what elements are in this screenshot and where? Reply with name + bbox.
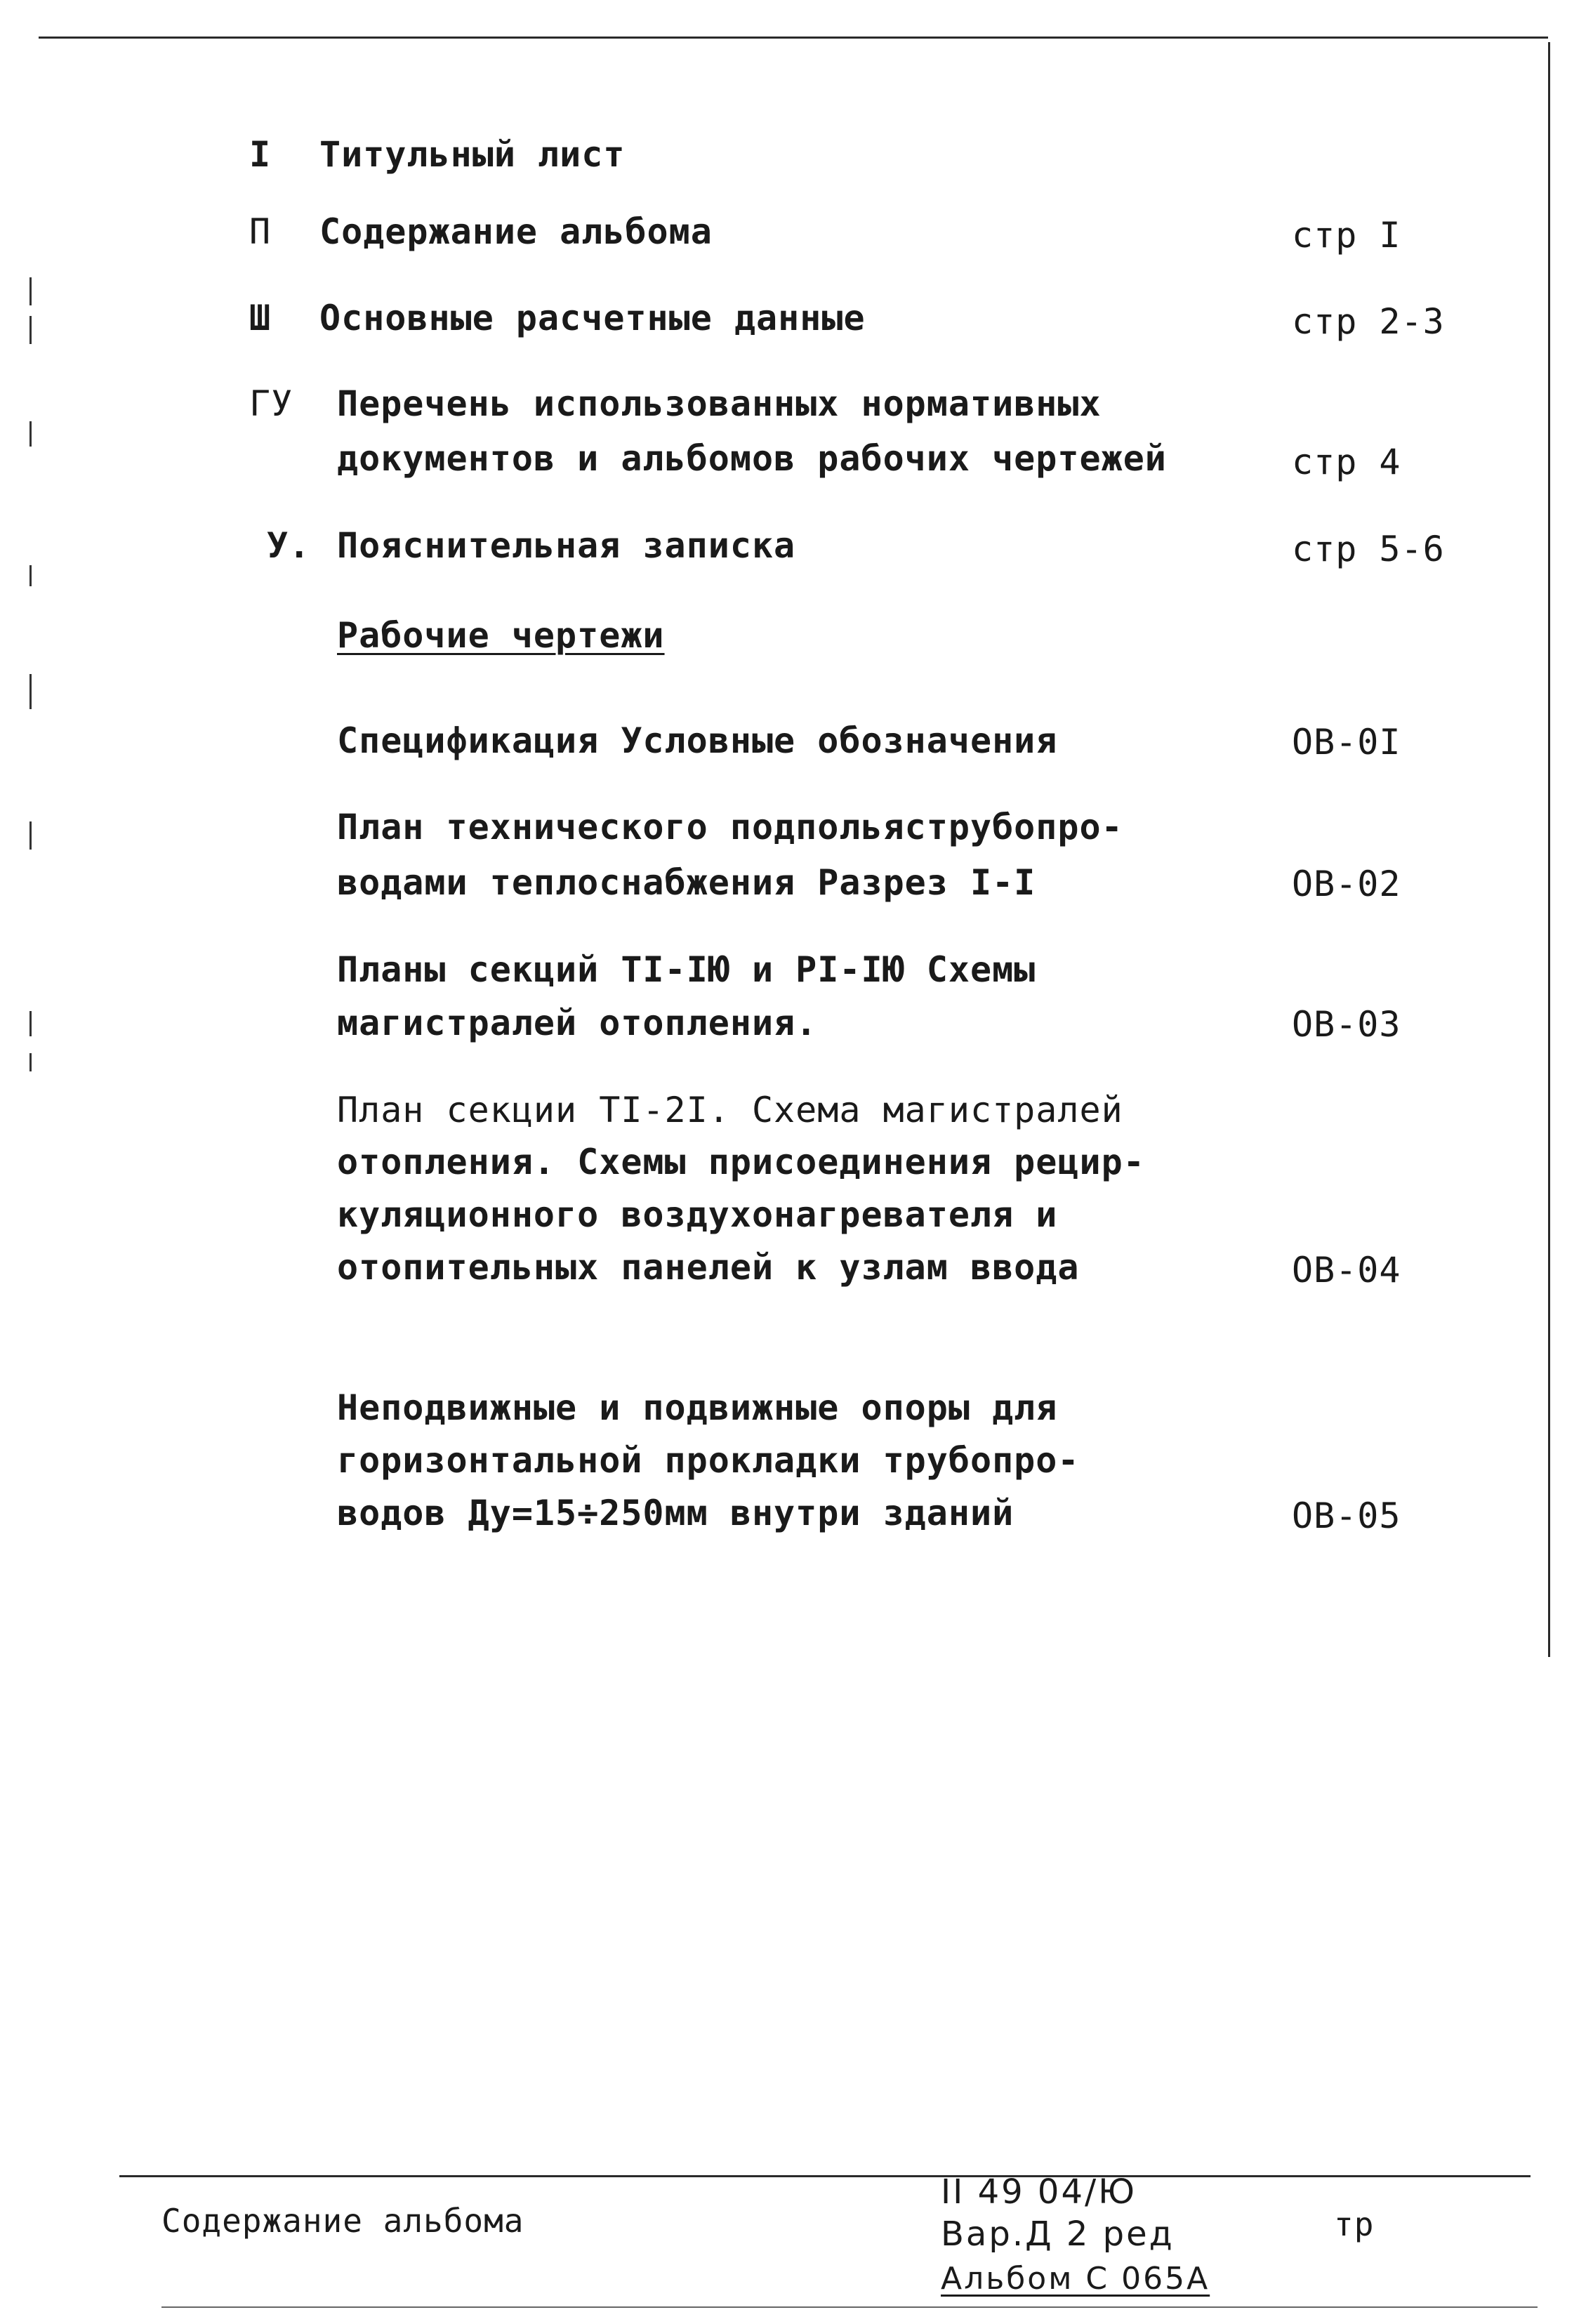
drawing-code: ОВ-0I xyxy=(1292,722,1401,762)
margin-mark xyxy=(29,1011,32,1036)
margin-mark xyxy=(29,316,32,344)
drawing-title: водов Ду=15÷250мм внутри зданий xyxy=(337,1493,1014,1533)
drawing-code: ОВ-05 xyxy=(1292,1496,1401,1536)
drawing-title: горизонтальной прокладки трубопро- xyxy=(337,1440,1080,1481)
drawing-title: отопления. Схемы присоединения рецир- xyxy=(337,1142,1145,1182)
stamp-sheet-label: тр xyxy=(1334,2205,1375,2243)
top-border xyxy=(39,37,1548,39)
drawing-title: Неподвижные и подвижные опоры для xyxy=(337,1387,1058,1428)
drawing-title: Спецификация Условные обозначения xyxy=(337,720,1058,761)
stamp-title: Содержание альбома xyxy=(161,2202,524,2240)
toc-item-number: ГУ xyxy=(249,383,293,424)
toc-item-title: Содержание альбома xyxy=(319,211,713,252)
margin-mark xyxy=(29,1053,32,1071)
toc-item-number: Ш xyxy=(249,298,272,338)
toc-item-number: П xyxy=(249,211,272,252)
toc-item-title: Основные расчетные данные xyxy=(319,298,866,338)
toc-item-title: Титульный лист xyxy=(319,134,626,175)
toc-item-page: стр 4 xyxy=(1292,442,1401,482)
toc-item-number: У. xyxy=(267,525,311,566)
toc-item-title: Перечень использованных нормативных xyxy=(337,383,1102,424)
toc-item-number: I xyxy=(249,134,272,175)
toc-item-title: Пояснительная записка xyxy=(337,525,796,566)
drawing-code: ОВ-02 xyxy=(1292,864,1401,904)
toc-item-page: стр 2-3 xyxy=(1292,301,1445,342)
stamp-top-rule xyxy=(119,2175,1531,2177)
drawing-title: водами теплоснабжения Разрез I-I xyxy=(337,862,1036,903)
margin-mark xyxy=(29,565,32,586)
drawing-title: магистралей отопления. xyxy=(337,1003,818,1043)
margin-mark xyxy=(29,821,32,850)
section-heading: Рабочие чертежи xyxy=(337,615,665,656)
stamp-bottom-rule xyxy=(161,2306,1538,2308)
toc-item-title: документов и альбомов рабочих чертежей xyxy=(337,438,1167,479)
drawing-title: План технического подпольяструбопро- xyxy=(337,807,1123,847)
margin-mark xyxy=(29,421,32,447)
drawing-code: ОВ-04 xyxy=(1292,1250,1401,1290)
drawing-title: отопительных панелей к узлам ввода xyxy=(337,1247,1080,1288)
toc-item-page: стр I xyxy=(1292,215,1401,256)
drawing-title: Планы секций ТI-IЮ и РI-IЮ Схемы xyxy=(337,949,1036,990)
stamp-code-line3: Альбом С 065А xyxy=(941,2261,1210,2297)
drawing-title: План секции ТI-2I. Схема магистралей xyxy=(337,1090,1123,1130)
toc-item-page: стр 5-6 xyxy=(1292,529,1445,569)
stamp-code-line1: II 49 04/Ю xyxy=(941,2172,1137,2212)
margin-mark xyxy=(29,674,32,709)
drawing-code: ОВ-03 xyxy=(1292,1004,1401,1045)
margin-mark xyxy=(29,277,32,305)
stamp-code-line2: Вар.Д 2 ред xyxy=(941,2214,1175,2254)
drawing-title: куляционного воздухонагревателя и xyxy=(337,1194,1058,1235)
right-border xyxy=(1548,42,1550,1657)
